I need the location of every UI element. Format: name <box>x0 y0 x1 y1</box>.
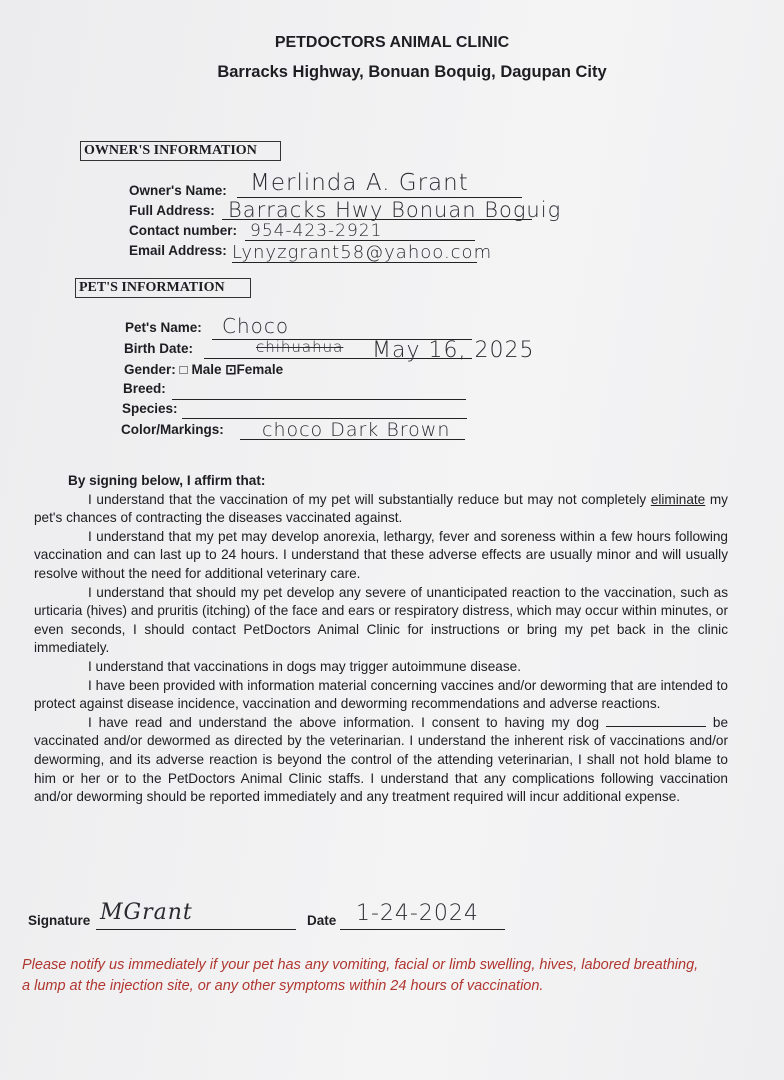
pet-name-label: Pet's Name: <box>125 320 202 335</box>
consent-p2: I understand that my pet may develop anorexia, lethargy, fever and soreness within a few hours following vaccination and can last up to 24 hours. I understand that these adverse effects are usually minor and will usually resolve without the need for additional veterinary care. <box>34 528 728 581</box>
email-label: Email Address: <box>129 243 227 258</box>
consent-text <box>34 472 728 807</box>
clinic-address: Barracks Highway, Bonuan Boquig, Dagupan City <box>217 63 607 81</box>
address-label: Full Address: <box>129 203 215 218</box>
birth-struck-value: chihuahua <box>256 338 344 356</box>
signature-label: Signature <box>28 913 91 928</box>
owner-name-value: Merlinda A. Grant <box>250 170 469 196</box>
p1-underlined: eliminate <box>650 491 706 507</box>
p1-text-end: my pet's chances of contracting the diseases vaccinated against. <box>34 491 728 526</box>
p6-text-end: be vaccinated and/or dewormed as directed by the veterinarian. I understand the inherent risk of vaccinations and/or deworming, and its adverse reaction is beyond the control of the attending veterinarian, I shall not hold blame to him or her or to the PetDoctors Animal Clinic staffs. I understand that any complications following vaccination and/or deworming should be reported immediately and any treatment required will incur additional expense. <box>34 714 729 805</box>
p1-text: I understand that the vaccination of my pet will substantially reduce but may not completely <box>88 491 651 507</box>
birth-value: May 16, 2025 <box>372 338 535 363</box>
date-value: 1-24-2024 <box>356 901 479 926</box>
owner-name-label: Owner's Name: <box>129 183 227 198</box>
signature-line[interactable] <box>96 929 296 930</box>
dog-name-blank[interactable] <box>606 726 706 727</box>
male-label: Male <box>191 362 222 377</box>
p6-text: I have read and understand the above information. I consent to having my dog <box>88 714 600 730</box>
birth-label: Birth Date: <box>124 341 194 356</box>
signature-mark: MGrant <box>100 900 193 925</box>
contact-label: Contact number: <box>129 223 237 238</box>
gender-field <box>124 362 283 378</box>
female-checkbox-checked[interactable]: ⊡ <box>225 362 237 377</box>
color-label: Color/Markings: <box>121 422 224 437</box>
consent-p4: I understand that vaccinations in dogs may trigger autoimmune disease. <box>88 658 521 674</box>
owner-section-title: OWNER'S INFORMATION <box>80 141 281 161</box>
gender-label: Gender: <box>124 362 176 377</box>
male-checkbox[interactable]: □ <box>179 362 188 377</box>
aftercare-notice: Please notify us immediately if your pet has any vomiting, facial or limb swelling, hives, labored breathing, a lump at the injection site, or any other symptoms within 24 hours of vaccination. <box>22 957 699 994</box>
color-value: choco Dark Brown <box>262 419 451 441</box>
pet-name-value: Choco <box>222 314 290 338</box>
breed-label: Breed: <box>123 381 166 396</box>
clinic-name: PETDOCTORS ANIMAL CLINIC <box>274 34 510 51</box>
consent-p1 <box>34 491 728 528</box>
breed-line <box>172 399 466 400</box>
species-label: Species: <box>122 401 178 416</box>
consent-intro: By signing below, I affirm that: <box>68 473 266 488</box>
contact-value: 954-423-2921 <box>250 221 383 241</box>
pet-section-title: PET'S INFORMATION <box>75 278 251 298</box>
address-value: Barracks Hwy Bonuan Boguig <box>228 198 562 222</box>
consent-p5: I have been provided with information material concerning vaccines and/or deworming that are intended to protect against disease incidence, vaccination and deworming recommendations and adverse reactions. <box>34 677 728 712</box>
date-label: Date <box>307 913 337 928</box>
date-line <box>340 929 505 930</box>
consent-p3: I understand that should my pet develop any severe of unanticipated reaction to the vaccination, such as urticaria (hives) and pruritis (itching) of the face and ears or respiratory distress, which may occur within minutes, or even seconds, I should contact PetDoctors Animal Clinic for instructions or bring my pet back in the clinic immediately. <box>34 584 728 656</box>
consent-p6 <box>34 714 728 807</box>
email-value: Lynyzgrant58@yahoo.com <box>232 242 493 263</box>
female-label: Female <box>236 362 284 377</box>
